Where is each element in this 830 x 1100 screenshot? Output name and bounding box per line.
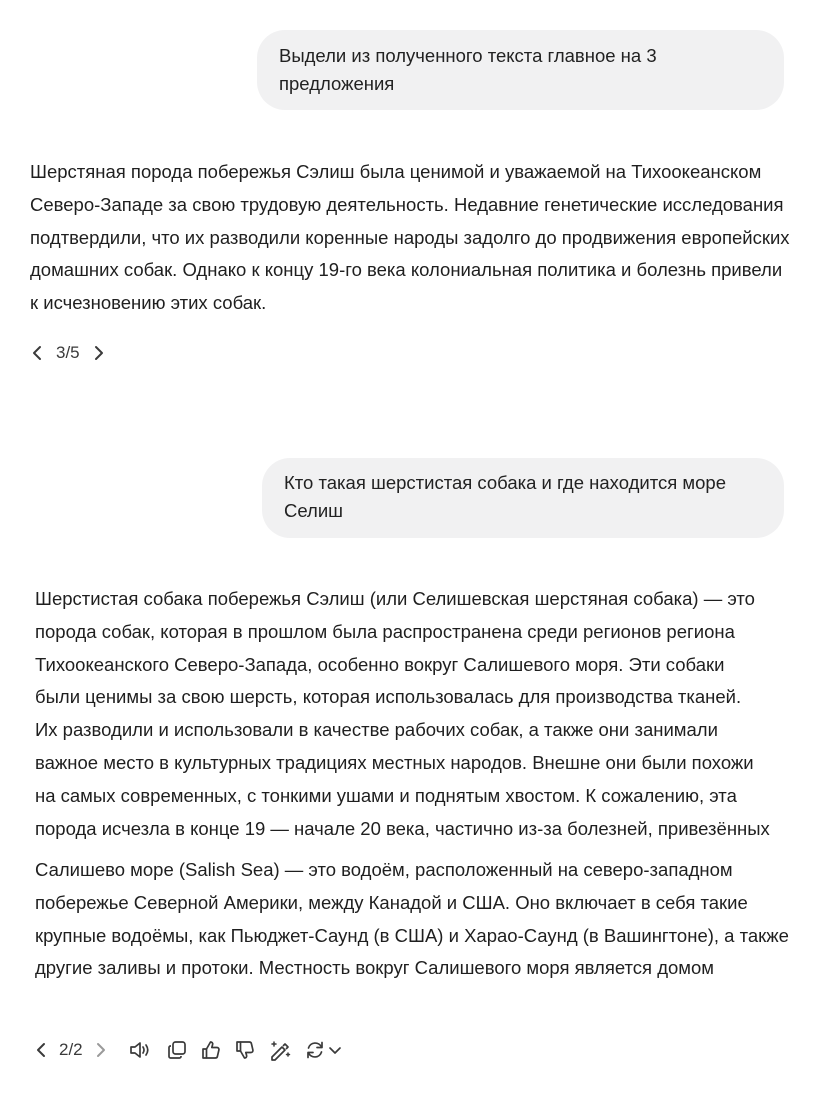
response-line: Шерстистая собака побережья Сэлиш (или Селишевская шерстяная собака) — это xyxy=(35,588,755,609)
chevron-right-icon[interactable] xyxy=(94,345,104,361)
thumbs-up-icon[interactable] xyxy=(200,1039,222,1061)
response-line: порода исчезла в конце 19 — начале 20 века, частично из-за болезней, привезённых xyxy=(35,817,770,839)
response-line: важное место в культурных традициях местных народов. Внешне они были похожи xyxy=(35,751,754,773)
assistant-response-text: Шерстяная порода побережья Сэлиш была ценимой и уважаемой на Тихоокеанском Северо-Западе за свою трудовую деятельность. Недавние генетические исследования подтвердили, что их разводили коренные народы задолго до продвижения европейских домашних собак. Однако к концу 19-го века колониальная политика и болезнь привели к исчезновению этих собак. xyxy=(30,161,790,314)
response-line: порода собак, которая в прошлом была распространена среди регионов региона xyxy=(35,620,735,642)
response-toolbar xyxy=(36,1036,342,1064)
assistant-response-text xyxy=(35,583,805,845)
user-message-bubble xyxy=(257,30,784,110)
pager-count: 2/2 xyxy=(59,1040,83,1059)
user-message-text: Выдели из полученного текста главное на 3 предложения xyxy=(279,45,657,94)
chevron-left-icon[interactable] xyxy=(36,1042,46,1058)
refresh-icon[interactable] xyxy=(304,1039,326,1061)
copy-icon[interactable] xyxy=(166,1039,188,1061)
assistant-response-paragraph: Салишево море (Salish Sea) — это водоём, расположенный на северо-западном побережье Северной Америки, между Канадой и США. Оно включает в себя такие крупные водоёмы, как Пьюджет-Саунд (в США) и Харао-Саунд (в Вашингтоне), а также другие заливы и протоки. Местность вокруг Салишевого моря является домом xyxy=(35,859,789,979)
chevron-down-icon[interactable] xyxy=(328,1045,342,1055)
response-line: были ценимы за свою шерсть, которая использовалась для производства тканей. xyxy=(35,686,742,708)
thumbs-down-icon[interactable] xyxy=(234,1039,256,1061)
pager-count: 3/5 xyxy=(56,343,80,362)
chevron-right-icon[interactable] xyxy=(96,1042,106,1058)
speaker-icon[interactable] xyxy=(128,1039,152,1061)
user-message-bubble xyxy=(262,458,784,538)
response-pager xyxy=(32,341,104,365)
response-line: Их разводили и использовали в качестве рабочих собак, а также они занимали xyxy=(35,719,718,741)
response-line: Тихоокеанского Северо-Запада, особенно вокруг Салишевого моря. Эти собаки xyxy=(35,653,725,675)
magic-pen-icon[interactable] xyxy=(268,1039,292,1061)
response-line: на самых современных, с тонкими ушами и поднятым хвостом. К сожалению, эта xyxy=(35,784,737,806)
chevron-left-icon[interactable] xyxy=(32,345,42,361)
user-message-text: Кто такая шерстистая собака и где находится море Селиш xyxy=(284,472,726,521)
